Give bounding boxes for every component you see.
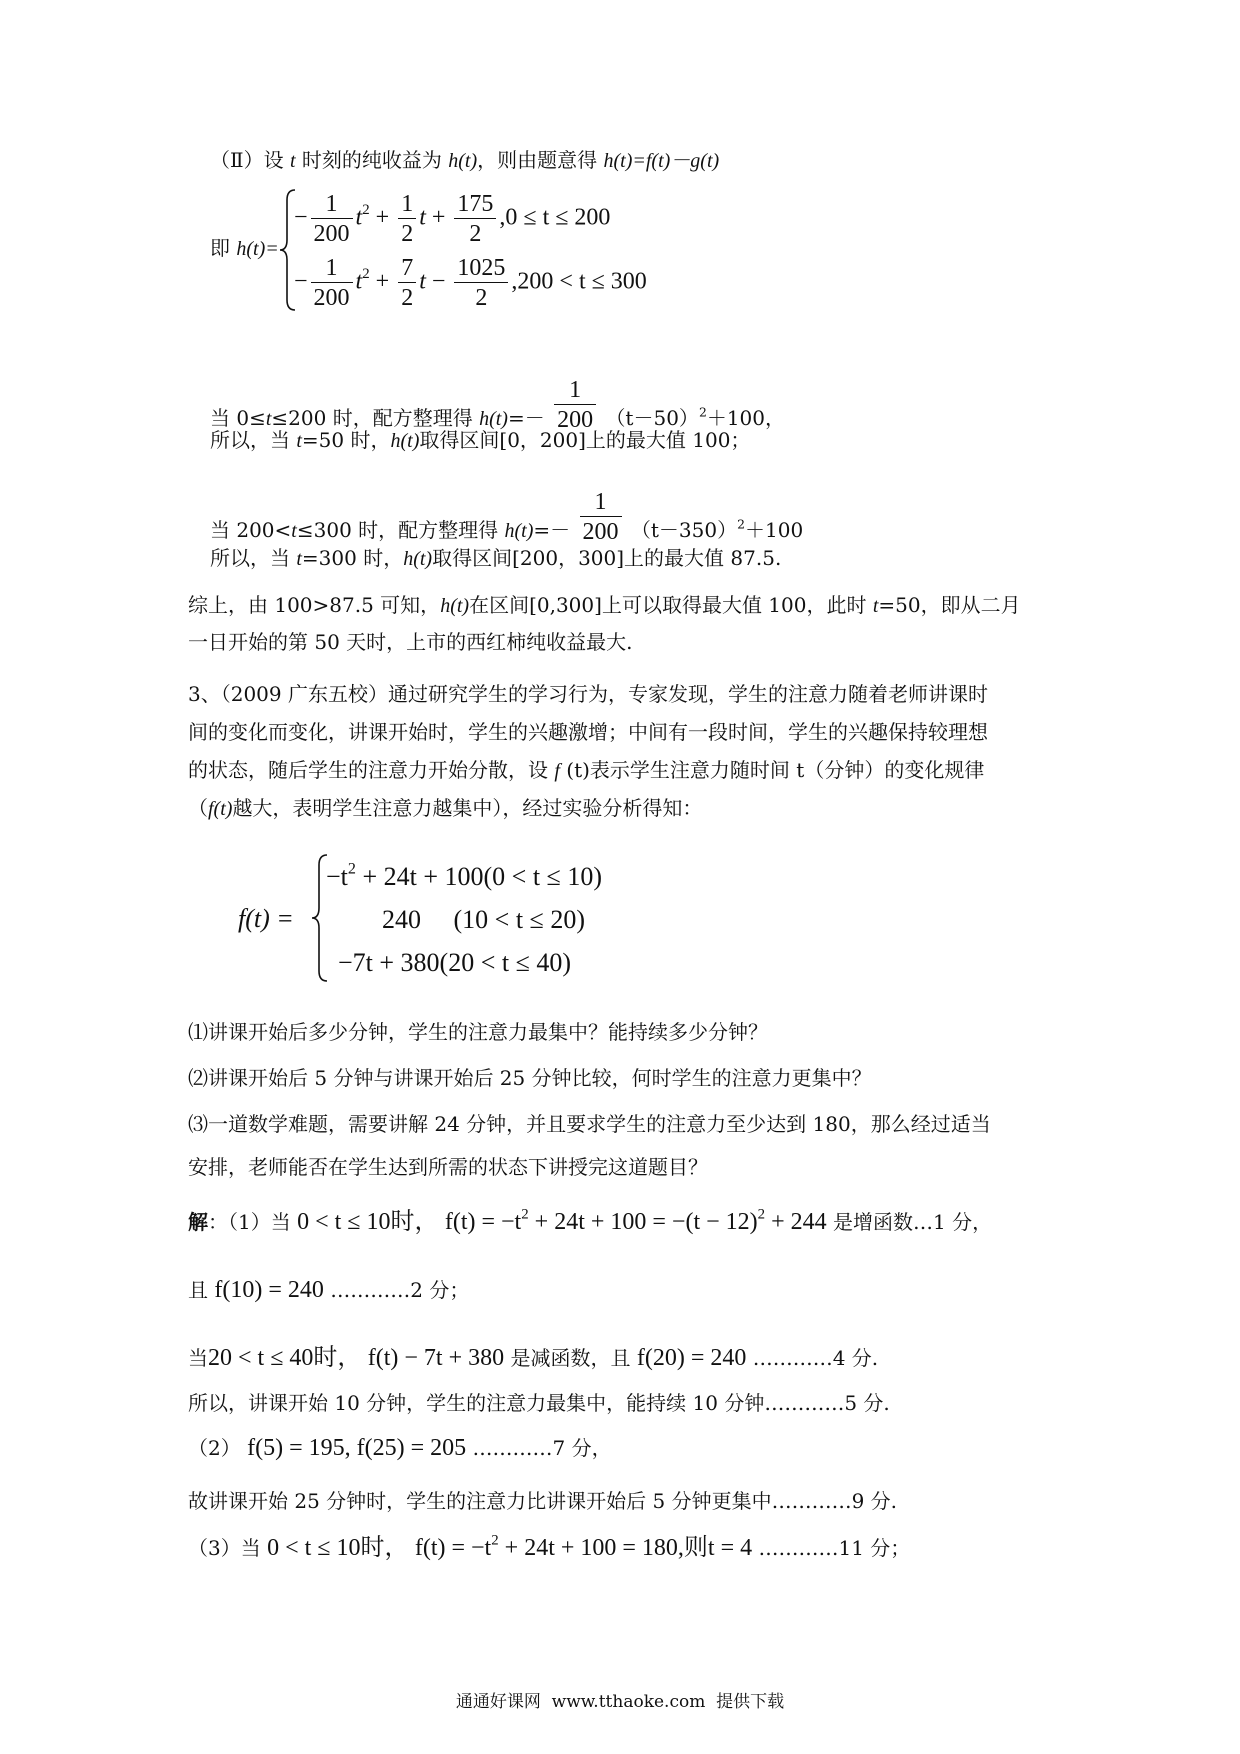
op: + [431, 204, 446, 231]
text: 所以，当 [210, 428, 290, 452]
question-2: ⑵讲课开始后 5 分钟与讲课开始后 25 分钟比较，何时学生的注意力更集中？ [188, 1066, 872, 1090]
fraction [311, 256, 353, 310]
part2-intro [210, 150, 719, 171]
text: 当 [188, 1346, 208, 1370]
text: f(t) = −t [414, 1535, 492, 1561]
numerator: 1 [554, 378, 596, 405]
denominator: 2 [401, 221, 414, 247]
case1-line: 当 0≤t≤200 时，配方整理得 h(t)=－ $\frac{1}{200}$ $(t-50)^2+100$， [210, 377, 786, 433]
var: h(t) [448, 150, 478, 172]
summary-line2: 一日开始的第 50 天时，上市的西红柿纯收益最大. [188, 630, 633, 654]
var: h(t) [403, 548, 433, 570]
equation: $f(t) = -t^2 + 24t + 100 = 180$,则t = 4 [414, 1532, 753, 1561]
denominator: 2 [469, 221, 482, 247]
text: + 24t + 100 = −(t − 12) [528, 1209, 758, 1235]
fraction [398, 192, 416, 246]
solution-line6: 故讲课开始 25 分钟时，学生的注意力比讲课开始后 5 分钟更集中…………9 分. [188, 1489, 898, 1513]
equation: f(t) = [238, 904, 294, 933]
fraction [454, 256, 508, 310]
text: 在区间[0,300]上可以取得最大值 100，此时 [469, 593, 867, 617]
text: ：（1）当 [208, 1210, 291, 1234]
equation: $f(t) = -t^2 + 24t + 100 = -(t - 12)^2 + 244$ [444, 1206, 827, 1235]
fraction [398, 256, 416, 310]
denominator: 200 [313, 221, 350, 247]
text: 综上，由 100>87.5 可知， [188, 593, 441, 617]
fraction [311, 192, 353, 246]
solution-line4: 所以，讲课开始 10 分钟，学生的注意力最集中，能持续 10 分钟…………5 分. [188, 1391, 890, 1415]
text: 时刻的纯收益为 [301, 148, 442, 172]
fraction [554, 378, 596, 432]
p3-line4 [188, 798, 702, 819]
numerator: 1 [311, 256, 353, 283]
equation: f(t) − 7t + 380 [367, 1345, 505, 1371]
equation: f(10) = 240 [214, 1277, 324, 1303]
text: （t－350） [630, 518, 738, 542]
text: …………2 分； [330, 1278, 470, 1302]
denominator: 200 [557, 407, 594, 433]
solution-line5 [188, 1436, 612, 1460]
op: − [431, 268, 446, 295]
sign: − [294, 204, 308, 231]
equation: f(20) = 240 [636, 1345, 747, 1371]
case1-result: 所以，当 t=50 时，h(t)取得区间[0，200]上的最大值 100； [210, 428, 751, 452]
question-3b: 安排，老师能否在学生达到所需的状态下讲授完这道题目？ [188, 1155, 708, 1179]
fraction [580, 490, 622, 544]
numerator: 1 [398, 192, 416, 219]
numerator: 1 [580, 490, 622, 517]
denominator: 2 [475, 285, 488, 311]
p3-line2: 间的变化而变化，讲课开始时，学生的兴趣激增；中间有一段时间，学生的兴趣保持较理想 [188, 720, 988, 744]
text: (t)表示学生注意力随时间 t（分钟）的变化规律 [566, 758, 985, 782]
condition: ,200 < t ≤ 300 [511, 268, 647, 295]
text: 越大，表明学生注意力越集中），经过实验分析得知： [232, 796, 703, 820]
equation: h(t)=f(t)－g(t) [603, 150, 720, 172]
text: =50 时， [301, 428, 391, 452]
numerator: 1025 [454, 256, 508, 283]
var: t [419, 268, 426, 295]
numerator: 175 [454, 192, 496, 219]
text: 取得区间[200，300]上的最大值 87.5. [432, 546, 782, 570]
var: f [554, 760, 560, 782]
sign: − [294, 268, 308, 295]
page-footer: 通通好课网 www.tthaoke.com 提供下载 [455, 1692, 785, 1712]
text: …………4 分. [752, 1346, 879, 1370]
text: + 24t + 100 = 180,则t = 4 [498, 1535, 753, 1561]
f-piece2: 240 (10 < t ≤ 20) [382, 905, 585, 934]
denominator: 200 [313, 285, 350, 311]
solution-line2 [188, 1278, 469, 1302]
op: + [375, 268, 390, 295]
op: + [375, 204, 390, 231]
var: t [355, 204, 363, 231]
text: 且 [188, 1278, 208, 1302]
text: 即 [210, 236, 230, 260]
text: =－ [507, 406, 545, 430]
text: （ [188, 796, 208, 820]
denominator: 2 [401, 285, 414, 311]
text: （t－50） [605, 406, 699, 430]
solution-line1 [188, 1206, 993, 1235]
text: + 244 [765, 1209, 827, 1235]
fraction [454, 192, 496, 246]
f-label [238, 906, 294, 932]
h-piece2: − $\frac{1}{200}$ $t^2$ + $\frac{7}{2}$ t − $\frac{1025}{2}$ ,200 < t ≤ 300 [294, 255, 647, 311]
var: h(t) [440, 595, 470, 617]
summary-line1: 综上，由 100>87.5 可知，h(t)在区间[0,300]上可以取得最大值 100，此时 t=50，即从二月 [188, 593, 1021, 617]
p3-line3 [188, 760, 984, 781]
numerator: 1 [311, 192, 353, 219]
case2-result: 所以，当 t=300 时，h(t)取得区间[200，300]上的最大值 87.5. [210, 546, 782, 570]
text: 当 200< [210, 518, 292, 542]
condition: 0 < t ≤ 10时， [297, 1209, 439, 1235]
solution-label: 解 [188, 1210, 208, 1234]
text: ，则由题意得 [477, 148, 598, 172]
p3-line1: 3、（2009 广东五校）通过研究学生的学习行为，专家发现，学生的注意力随着老师讲课时 [188, 682, 988, 706]
text: ＋100 [745, 518, 804, 542]
text: …………7 分， [472, 1436, 612, 1460]
text: −t [326, 862, 348, 891]
text: （2） [188, 1436, 241, 1460]
text: =50，即从二月 [878, 593, 1021, 617]
text: 所以，当 [210, 546, 290, 570]
equation: h(t)= [236, 238, 279, 260]
var: t [419, 204, 426, 231]
text: ≤300 时，配方整理得 [296, 518, 499, 542]
text: …………11 分； [758, 1536, 911, 1560]
h-label [210, 238, 279, 259]
equation: f(5) = 195, f(25) = 205 [247, 1435, 467, 1461]
var: t [355, 268, 363, 295]
question-1: ⑴讲课开始后多少分钟，学生的注意力最集中？能持续多少分钟？ [188, 1020, 768, 1044]
var: h(t) [504, 520, 534, 542]
var: h(t) [390, 430, 420, 452]
text: ＋100， [706, 406, 786, 430]
f-piece3: −7t + 380(20 < t ≤ 40) [338, 948, 572, 977]
numerator: 7 [398, 256, 416, 283]
var: h(t) [479, 408, 508, 430]
text: + 24t + 100(0 < t ≤ 10) [355, 862, 602, 891]
text: ≤200 时，配方整理得 [271, 406, 473, 430]
condition: 20 < t ≤ 40时， [208, 1345, 362, 1371]
denominator: 200 [582, 519, 619, 545]
text: 是增函数…1 分， [833, 1210, 993, 1234]
text: （Ⅱ）设 [210, 148, 284, 172]
condition: ,0 ≤ t ≤ 200 [499, 204, 611, 231]
text: f(t) = −t [444, 1209, 522, 1235]
f-piece1: $-t^2 + 24t + 100(0 < t \le 10)$ [326, 860, 602, 891]
text: 取得区间[0，200]上的最大值 100； [419, 428, 751, 452]
question-3a: ⑶一道数学难题，需要讲解 24 分钟，并且要求学生的注意力至少达到 180，那么经过适当 [188, 1112, 991, 1136]
text: （3）当 [188, 1536, 261, 1560]
case2-line: 当 200<t≤300 时，配方整理得 h(t)=－ $\frac{1}{200}$ $(t-350)^2+100$ [210, 489, 804, 545]
text: =300 时， [301, 546, 404, 570]
condition: 0 < t ≤ 10时， [267, 1535, 409, 1561]
text: 是减函数，且 [510, 1346, 631, 1370]
text: 当 0≤ [210, 406, 266, 430]
var: t [289, 150, 296, 172]
text: =－ [533, 518, 571, 542]
var: f(t) [208, 798, 233, 820]
solution-line7 [188, 1532, 911, 1561]
h-piece1: − $\frac{1}{200}$ $t^2$ + $\frac{1}{2}$ t + $\frac{175}{2}$ ,0 ≤ t ≤ 200 [294, 191, 611, 247]
text: 的状态，随后学生的注意力开始分散，设 [188, 758, 548, 782]
solution-line3 [188, 1346, 878, 1370]
